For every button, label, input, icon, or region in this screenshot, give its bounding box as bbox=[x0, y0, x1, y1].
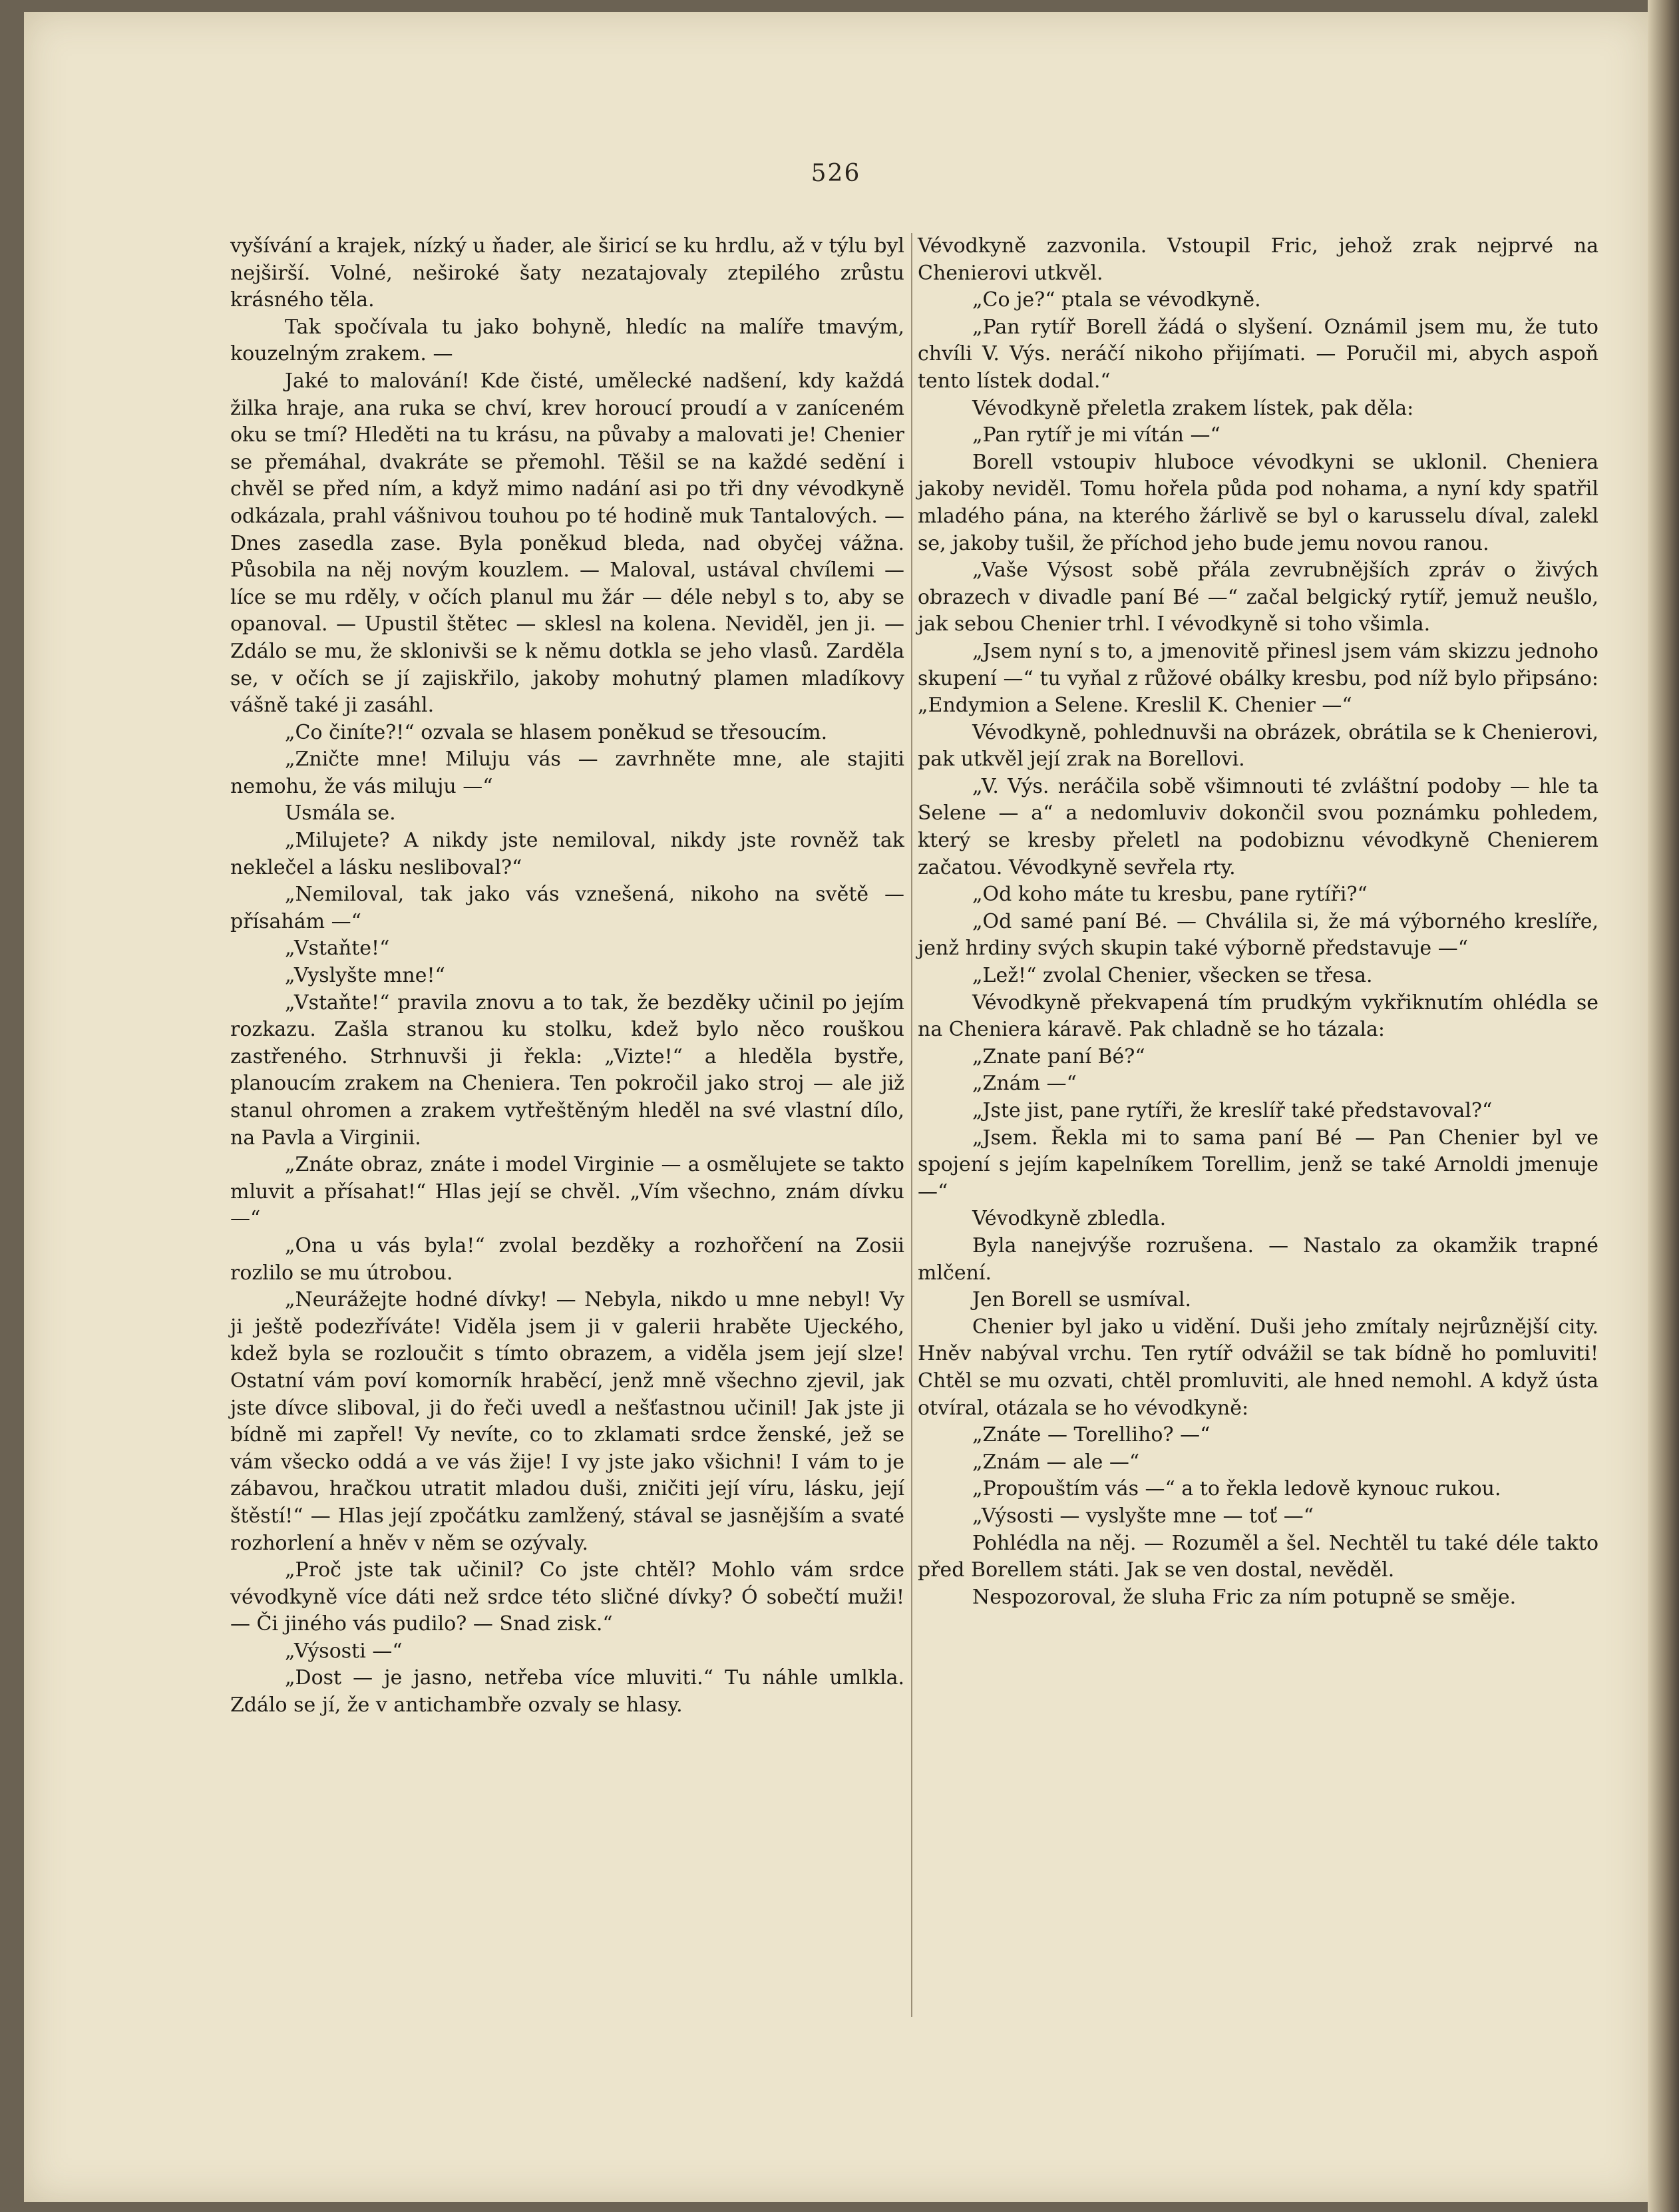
left-column bbox=[230, 233, 904, 1719]
paragraph: Nespozoroval, že sluha Fric za ním potupně se směje. bbox=[972, 1585, 1517, 1609]
paragraph: Chenier byl jako u vidění. Duši jeho zmítaly nejrůznější city. Hněv nabýval vrchu. Ten rytíř odvážil se tak bídně ho pomluviti! Chtěl se mu ozvati, chtěl promluviti, ale hned nemohl. A když ústa otvíral, otázala se ho vévodkyně: bbox=[918, 1315, 1598, 1420]
paragraph: „V. Výs. neráčila sobě všimnouti té zvláštní podoby — hle ta Selene — a“ a nedomluviv dokončil svou poznámku pohledem, který se kresby přeletl na podobiznu vévodkyně Chenierem začatou. Vévodkyně sevřela rty. bbox=[918, 774, 1598, 879]
paragraph: „Vstaňte!“ bbox=[285, 937, 390, 961]
paragraph: „Co činíte?!“ ozvala se hlasem poněkud se třesoucím. bbox=[285, 720, 828, 744]
paragraph: „Pan rytíř je mi vítán —“ bbox=[972, 423, 1220, 447]
paragraph: „Vstaňte!“ pravila znovu a to tak, že bezděky učinil po jejím rozkazu. Zašla stranou ku stolku, kdež bylo něco rouškou zastřeného. Strhnuvši ji řekla: „Vizte!“ a hleděla bystře, planoucím zrakem na Cheniera. Ten pokročil jako stroj — ale již stanul ohromen a zrakem vytřeštěným hleděl na své vlastní dílo, na Pavla a Virginii. bbox=[230, 991, 904, 1150]
paragraph: „Co je?“ ptala se vévodkyně. bbox=[972, 288, 1261, 312]
paragraph: Pohlédla na něj. — Rozuměl a šel. Nechtěl tu také déle takto před Borellem státi. Jak se ven dostal, nevěděl. bbox=[918, 1531, 1598, 1582]
paragraph: „Znáte obraz, znáte i model Virginie — a osmělujete se takto mluvit a přísahat!“ Hlas její se chvěl. „Vím všechno, znám dívku —“ bbox=[230, 1153, 904, 1231]
paragraph: „Od samé paní Bé. — Chválila si, že má výborného kreslíře, jenž hrdiny svých skupin také výborně představuje —“ bbox=[918, 909, 1598, 961]
paragraph: „Propouštím vás —“ a to řekla ledově kynouc rukou. bbox=[972, 1477, 1501, 1501]
paragraph: „Neurážejte hodné dívky! — Nebyla, nikdo u mne nebyl! Vy ji ještě podezříváte! Viděla jsem ji v galerii hraběte Ujeckého, kdež byla se rozloučit s tímto obrazem, a viděla jsem její slze! Ostatní vám poví komorník hraběcí, jenž mně všechno zjevil, jak jste dívce sliboval, ji do řeči uvedl a nešťastnou učinil! Jak jste ji bídně mi zapřel! Vy nevíte, co to zklamati srdce ženské, jež se vám všecko oddá a ve vás žije! I vy jste jako všichni! I vám to je zábavou, hračkou utratit mladou duši, zničiti její víru, lásku, její štěstí!“ — Hlas její zpočátku zamlžený, stával se jasnějším a svaté rozhorlení a hněv v něm se ozývaly. bbox=[230, 1288, 904, 1555]
paragraph: Jen Borell se usmíval. bbox=[972, 1288, 1191, 1312]
paragraph: „Výsosti — vyslyšte mne — toť —“ bbox=[972, 1504, 1314, 1528]
paragraph: Vévodkyně zbledla. bbox=[972, 1207, 1167, 1231]
paragraph: Vévodkyně přeletla zrakem lístek, pak děla: bbox=[972, 396, 1414, 420]
paragraph: „Od koho máte tu kresbu, pane rytíři?“ bbox=[972, 883, 1368, 907]
paragraph: „Jsem nyní s to, a jmenovitě přinesl jsem vám skizzu jednoho skupení —“ tu vyňal z růžové obálky kresbu, pod níž bylo připsáno: „Endymion a Selene. Kreslil K. Chenier —“ bbox=[918, 639, 1598, 718]
right-column bbox=[918, 233, 1598, 1611]
paragraph: „Jste jist, pane rytíři, že kreslíř také představoval?“ bbox=[972, 1099, 1493, 1122]
paragraph: „Ona u vás byla!“ zvolal bezděky a rozhořčení na Zosii rozlilo se mu útrobou. bbox=[230, 1233, 904, 1285]
page-number: 526 bbox=[811, 160, 861, 187]
paragraph: vyšívání a krajek, nízký u ňader, ale širicí se ku hrdlu, až v týlu byl nejširší. Volné, neširoké šaty nezatajovaly ztepilého zrůstu krásného těla. bbox=[230, 234, 904, 312]
paragraph: „Výsosti —“ bbox=[285, 1639, 403, 1663]
paragraph: „Lež!“ zvolal Chenier, všecken se třesa. bbox=[972, 964, 1373, 988]
paragraph: „Nemiloval, tak jako vás vznešená, nikoho na světě — přísahám —“ bbox=[230, 883, 904, 933]
paragraph: „Znám —“ bbox=[972, 1072, 1077, 1096]
paragraph: „Zničte mne! Miluju vás — zavrhněte mne, ale stajiti nemohu, že vás miluju —“ bbox=[230, 748, 904, 798]
paragraph: „Jsem. Řekla mi to sama paní Bé — Pan Chenier byl ve spojení s jejím kapelníkem Torellim, jenž se také Arnoldi jmenuje —“ bbox=[918, 1126, 1598, 1204]
column-divider bbox=[911, 233, 912, 2017]
page-edge bbox=[1648, 0, 1679, 2212]
paragraph: „Milujete? A nikdy jste nemiloval, nikdy jste rovněž tak neklečel a lásku nesliboval?“ bbox=[230, 829, 904, 879]
paragraph: „Vyslyšte mne!“ bbox=[285, 964, 445, 988]
paragraph: Vévodkyně překvapená tím prudkým vykřiknutím ohlédla se na Cheniera káravě. Pak chladně se ho tázala: bbox=[918, 991, 1598, 1042]
paragraph: „Pan rytíř Borell žádá o slyšení. Oznámil jsem mu, že tuto chvíli V. Výs. neráčí nikoho přijímati. — Poručil mi, abych aspoň tento lístek dodal.“ bbox=[918, 315, 1598, 393]
paragraph: Jaké to malování! Kde čisté, umělecké nadšení, kdy každá žilka hraje, ana ruka se chví, krev horoucí proudí a v zaníceném oku se tmí? Hleděti na tu krásu, na půvaby a malovati je! Chenier se přemáhal, dvakráte se přemohl. Těšil se na každé sedění i chvěl se před ním, a když mimo nadání asi po tři dny vévodkyně odkázala, prahl vášnivou touhou po té hodině muk Tantalových. — Dnes zasedla zase. Byla poněkud bleda, nad obyčej vážna. Působila na něj novým kouzlem. — Maloval, ustával chvílemi — líce se mu rděly, v očích planul mu žár — déle nebyl s to, aby se opanoval. — Upustil štětec — sklesl na kolena. Neviděl, jen ji. — Zdálo se mu, že sklonivši se k němu dotkla se jeho vlasů. Zarděla se, v očích se jí zajiskřilo, jakoby mohutný plamen mladíkovy vášně také ji zasáhl. bbox=[230, 369, 904, 718]
paragraph: Vévodkyně zazvonila. Vstoupil Fric, jehož zrak nejprvé na Chenierovi utkvěl. bbox=[918, 234, 1598, 285]
paragraph: Usmála se. bbox=[285, 801, 396, 825]
paragraph: Byla nanejvýše rozrušena. — Nastalo za okamžik trapné mlčení. bbox=[918, 1233, 1598, 1285]
paragraph: Vévodkyně, pohlednuvši na obrázek, obrátila se k Chenierovi, pak utkvěl její zrak na Borellovi. bbox=[918, 720, 1598, 772]
paragraph: „Proč jste tak učinil? Co jste chtěl? Mohlo vám srdce vévodkyně více dáti než srdce této sličné dívky? Ó sobečtí muži! — Či jiného vás pudilo? — Snad zisk.“ bbox=[230, 1558, 904, 1636]
paragraph: „Znáte — Torelliho? —“ bbox=[972, 1423, 1211, 1447]
book-page bbox=[24, 12, 1648, 2202]
paragraph: „Znate paní Bé?“ bbox=[972, 1044, 1145, 1068]
paragraph: Borell vstoupiv hluboce vévodkyni se uklonil. Cheniera jakoby neviděl. Tomu hořela půda pod nohama, a nyní kdy spatřil mladého pána, na kterého žárlivě se byl o karusselu díval, zalekl se, jakoby tušil, že příchod jeho bude jemu novou ranou. bbox=[918, 450, 1598, 555]
paragraph: „Znám — ale —“ bbox=[972, 1450, 1140, 1474]
paragraph: „Vaše Výsost sobě přála zevrubnějších zpráv o živých obrazech v divadle paní Bé —“ začal belgický rytíř, jemuž neušlo, jak sebou Chenier trhl. I vévodkyně si toho všimla. bbox=[918, 558, 1598, 636]
paragraph: Tak spočívala tu jako bohyně, hledíc na malíře tmavým, kouzelným zrakem. — bbox=[230, 315, 904, 366]
paragraph: „Dost — je jasno, netřeba více mluviti.“ Tu náhle umlkla. Zdálo se jí, že v antichambře ozvaly se hlasy. bbox=[230, 1666, 904, 1717]
